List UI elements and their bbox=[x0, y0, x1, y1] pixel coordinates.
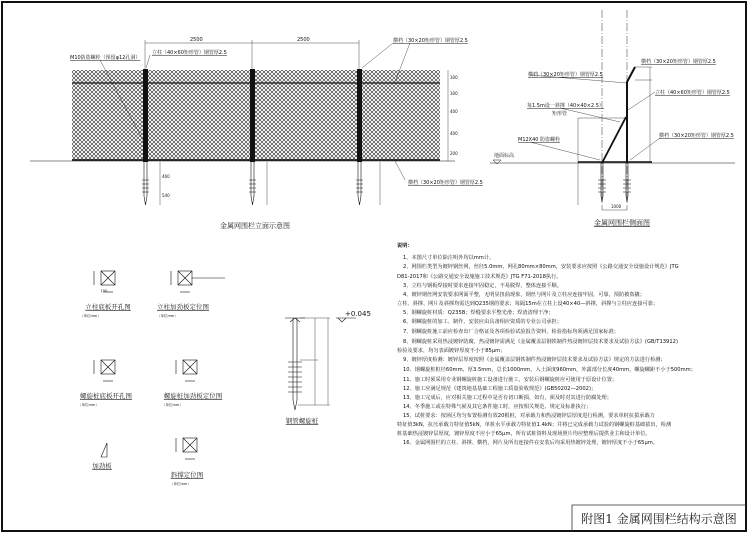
note-line: 11、施工时须采用专业钢螺旋桩施工设备进行施工，安装后钢螺旋桩应可使用于原设计位置； bbox=[403, 377, 618, 383]
unit-label: （单位mm） bbox=[162, 403, 183, 407]
note-line: 12、施工应满足规范《建筑地基基础工程施工质量验收规范》(GB50202—2002)； bbox=[403, 386, 597, 392]
note-line: 桩基础热浸镀锌层厚度，镀锌厚度不应小于65μm，所有试桩资料及现场照片均应整理后提供业主和设计单位。 bbox=[397, 431, 651, 437]
plate-detail bbox=[176, 360, 197, 381]
notes bbox=[397, 241, 696, 446]
post bbox=[357, 69, 362, 162]
plate-detail bbox=[176, 438, 197, 459]
screw-pile bbox=[358, 162, 361, 205]
detail-caption: 钢管螺旋桩 bbox=[285, 417, 319, 425]
detail-caption: 立柱加劲板定位图 bbox=[157, 303, 209, 311]
note-line: D81-2017和《公路交通安全设施施工技术规范》JTG F71-2018执行。 bbox=[397, 274, 562, 280]
plate-detail bbox=[171, 271, 225, 292]
pile-dimension: 460 bbox=[162, 174, 170, 179]
screw-pile bbox=[144, 162, 147, 205]
notes-heading: 说明： bbox=[397, 243, 413, 249]
elevation-view bbox=[30, 37, 483, 230]
elevation-caption: 金属网围栏立面示意图 bbox=[220, 222, 290, 230]
wire-mesh bbox=[72, 70, 440, 161]
post bbox=[250, 69, 255, 162]
bottom-rail-label: 横档（30×20矩形管）钢管厚2.5 bbox=[408, 180, 483, 186]
unit-label: （单位mm） bbox=[78, 403, 99, 407]
post-label: 立柱（40×60矩形管）钢管厚2.5 bbox=[655, 90, 730, 96]
post-label: 立柱（40×60矩形管）钢管厚2.5 bbox=[152, 50, 227, 56]
side-view-caption: 金属网围栏侧面图 bbox=[594, 219, 650, 227]
steel-screw-pile bbox=[285, 318, 356, 410]
height-dimension: 400 bbox=[450, 109, 458, 114]
title-block bbox=[572, 505, 746, 531]
bottom-rail-label: 横档（30×20矩形管）钢管厚2.5 bbox=[659, 133, 734, 139]
plate-details bbox=[94, 271, 225, 459]
note-line: 5、钢螺旋桩材质：Q235B；焊缝要求平整光滑；焊渣清理干净； bbox=[403, 310, 554, 316]
unit-label: （单位mm） bbox=[80, 314, 101, 318]
pile-dimension: 540 bbox=[162, 193, 170, 198]
note-line: 16、金属网围栏的立柱、斜撑、横档、网片及所有连接件在安装后均采用热镀锌处理，镀锌厚度不小于65μm。 bbox=[403, 440, 658, 446]
note-line: 8、钢螺旋桩采用热浸镀锌防腐，热浸镀锌需满足《金属覆盖层钢铁制件热浸镀锌层技术要求及试验方法》(GB/T13912) bbox=[403, 339, 678, 345]
note-line: 13、施工完成后，应对相关施工过程中是否有切口断损、如有，须及时对其进行防腐处理； bbox=[403, 395, 612, 401]
detail-caption: 螺旋桩底板开孔图 bbox=[80, 392, 132, 400]
elevation-mark: +0.045 bbox=[345, 310, 371, 318]
note-line: 3、立柱与钢板焊接时要求连接牢固稳定，不易脱焊，整体连接平顺。 bbox=[403, 283, 562, 289]
top-rail-label: 横档（30×20矩形管）钢管厚2.5 bbox=[641, 59, 716, 65]
elevation-mark-icon bbox=[493, 160, 501, 164]
note-line: 4、镀锌钢丝网安装要求网面平整，无明显扭曲现象，钢丝与网片及立柱应连接牢固，可靠，预防被盗撬； bbox=[403, 292, 645, 298]
note-line: 10、钢螺旋桩桩径60mm，厚3.5mm，总长1000mm，入土深度960mm，外露部分长度40mm，螺旋螺距不小于500mm； bbox=[403, 367, 696, 373]
note-line: 2、网围栏类型为镀锌钢丝网，丝径5.0mm，网孔80mm×80mm，安装要求应按照《公路交通安全设施设计规范》JTG bbox=[403, 264, 679, 270]
post bbox=[143, 69, 148, 162]
note-line: 14、冬季施工或在特殊气候及其它条件施工时，应按相关规范、规定及标准执行； bbox=[403, 404, 592, 410]
bolt-label: M12X40 防盗螺栓 bbox=[518, 137, 561, 143]
note-line: 特征值3kN，抗压承载力特征值5kN，单桩水平承载力特征值1.4kN；并将已完成承载力试验的钢螺旋桩基础拔出，检测 bbox=[397, 422, 672, 428]
drawing-title: 附图1 金属网围栏结构示意图 bbox=[581, 512, 737, 526]
screw-pile bbox=[251, 162, 254, 205]
ground-label: 地面标高 bbox=[494, 153, 515, 159]
brace-label-2: 矩形管 bbox=[552, 111, 568, 117]
detail-caption: 螺旋桩加劲板定位图 bbox=[163, 392, 223, 400]
note-line: 9、镀锌厚度检测：镀锌层厚度按照《金属覆盖层钢铁制件热浸镀锌层技术要求及试验方法》规定的方法进行检测； bbox=[403, 357, 666, 363]
plate-detail bbox=[94, 360, 115, 381]
top-rail-label: 横档（30×20矩形管）钢管厚2.5 bbox=[393, 38, 468, 44]
detail-drawings bbox=[78, 271, 371, 486]
brace-label: 每1.5m设一斜撑（40×40×2.5） bbox=[527, 103, 604, 109]
unit-label: （单位mm） bbox=[157, 314, 178, 318]
detail-caption: 立柱底板开孔图 bbox=[85, 303, 131, 311]
note-line: 6、钢螺旋桩的加工、制作、安装应由具备相应资质的专业公司承担； bbox=[403, 319, 562, 325]
height-dimension: 300 bbox=[450, 75, 458, 80]
brace bbox=[602, 117, 626, 163]
span-dimension: 2500 bbox=[190, 37, 203, 43]
note-line: 15、试桩要求：按场区均匀布置检测有效20根桩，对承载力和热浸镀锌层厚度进行检测，要求单桩抗拔承载力 bbox=[403, 413, 655, 419]
note-line: 立柱、斜撑、网片及斜撑均需达到Q235钢的要求；每隔15m在立柱上设40×40—斜撑，斜撑与立柱应连接可靠； bbox=[397, 301, 659, 307]
detail-caption: 斜撑定位图 bbox=[170, 471, 204, 479]
span-dimension: 2500 bbox=[297, 37, 310, 43]
plate-dimension: 150 bbox=[100, 289, 108, 293]
stiffener-plate bbox=[101, 443, 107, 457]
side-view bbox=[490, 10, 735, 227]
base-dimension: 1000 bbox=[611, 204, 622, 209]
note-line: 1、本图尺寸单位除注明外均以mm计。 bbox=[403, 255, 495, 261]
note-line: 7、钢螺旋桩施工前应检查出厂合格证及各项检验试验报告资料，检验指标均须满足国家标准； bbox=[403, 329, 619, 335]
bend-rail-label: 横档（30×20矩形管）钢管厚2.5 bbox=[528, 72, 603, 78]
note-line: 检验及要求，均匀表面镀锌厚度不小于85μm； bbox=[397, 348, 506, 354]
detail-caption: 加劲板 bbox=[92, 462, 112, 470]
height-dimension: 400 bbox=[450, 131, 458, 136]
post bbox=[627, 67, 635, 163]
height-dimension: 200 bbox=[450, 151, 458, 156]
height-dimension: 300 bbox=[450, 91, 458, 96]
bolt-label: M10防盗螺栓（预留φ12孔洞） bbox=[70, 55, 141, 61]
unit-label: （单位mm） bbox=[170, 482, 191, 486]
